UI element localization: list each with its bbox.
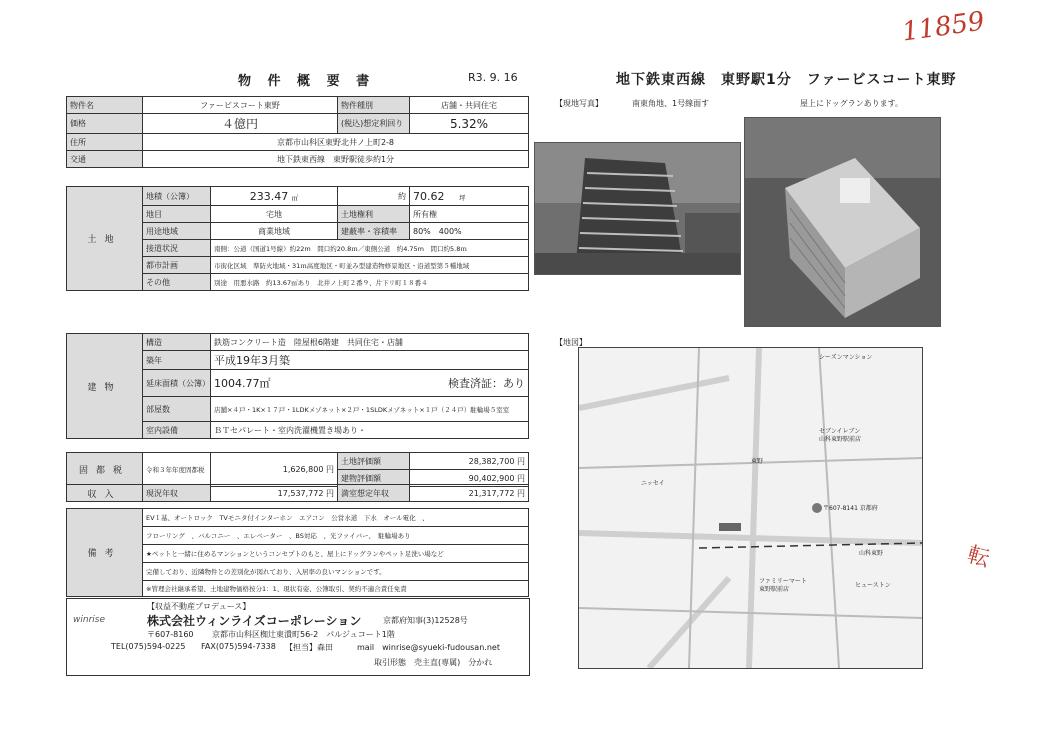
income-table bbox=[66, 484, 529, 502]
map-poi-3: 山科東野駅前店 bbox=[819, 436, 862, 443]
land-area-label: 地積（公簿） bbox=[143, 187, 211, 206]
equipment-label: 室内設備 bbox=[143, 422, 211, 439]
land-section-label: 土地 bbox=[67, 187, 143, 291]
overview-table bbox=[66, 96, 529, 168]
land-area-m2: 233.47 bbox=[249, 189, 289, 203]
other-label: その他 bbox=[143, 274, 211, 291]
tax-table bbox=[66, 452, 529, 487]
current-income-label: 現況年収 bbox=[143, 485, 211, 502]
rights-value: 所有権 bbox=[410, 206, 529, 223]
category-label: 地目 bbox=[143, 206, 211, 223]
income-section-label: 収入 bbox=[67, 485, 143, 502]
photo-caption-1: 南東角地、1号線面す bbox=[632, 99, 710, 108]
rights-label: 土地権利 bbox=[338, 206, 410, 223]
notes-table bbox=[66, 508, 529, 597]
road-label: 接道状況 bbox=[143, 240, 211, 257]
address-label: 住所 bbox=[67, 134, 143, 151]
building-photo bbox=[534, 142, 741, 275]
tax-yen: 円 bbox=[326, 465, 334, 474]
building-section-label: 建物 bbox=[67, 334, 143, 439]
inspection-value: 検査済証：あり bbox=[448, 377, 525, 390]
yield-value: 5.32% bbox=[410, 114, 529, 134]
rooms-label: 部屋数 bbox=[143, 397, 211, 422]
other-value: 別途 用悪水路 約13.67㎡あり 北井ノ上町２番９、片下リ町１８番４ bbox=[211, 274, 529, 291]
structure-label: 構造 bbox=[143, 334, 211, 351]
price-value: ４億円 bbox=[143, 114, 338, 134]
aerial-photo-image bbox=[745, 118, 940, 326]
map-poi-9: ヒューストン bbox=[855, 582, 891, 589]
current-income-yen: 円 bbox=[326, 488, 334, 498]
handwritten-number: 11859 bbox=[900, 6, 987, 48]
property-name: ファービスコート東野 bbox=[143, 97, 338, 114]
map-poi-5: 〒607-8141 京都府 bbox=[823, 505, 878, 512]
built-label: 築年 bbox=[143, 351, 211, 370]
floor-label: 延床面積（公簿） bbox=[143, 370, 211, 397]
sheet-title: 物 件 概 要 書 bbox=[238, 74, 376, 89]
company-mail: mail winrise@syueki-fudousan.net bbox=[357, 643, 500, 652]
name-label: 物件名 bbox=[67, 97, 143, 114]
map-label: 【地図】 bbox=[555, 338, 587, 347]
equipment-value: ＢＴセパレート・室内洗濯機置き場あり・ bbox=[211, 422, 529, 439]
type-label: 物件種別 bbox=[338, 97, 410, 114]
rooms-value: 店舗×４戸・1K×１７戸・1LDKメゾネット×２戸・1SLDKメゾネット×１戸（２４戸）駐輪場５室室 bbox=[211, 397, 529, 422]
map-poi-7: 東野駅前店 bbox=[759, 586, 790, 593]
map-poi-6: ファミリーマート bbox=[759, 578, 807, 585]
company-block bbox=[66, 598, 530, 676]
aerial-photo bbox=[744, 117, 941, 327]
structure-value: 鉄筋コンクリート造 陸屋根6階建 共同住宅・店舗 bbox=[211, 334, 529, 351]
ratio-value: 80% 400% bbox=[410, 223, 529, 240]
notes-line-1: EV１基、オートロック TVモニタ付インターホン エアコン 公営水道 下水 オール電化 、 bbox=[143, 509, 529, 527]
current-income-value: 17,537,772 bbox=[277, 488, 324, 498]
bldg-eval-value: 90,402,900 bbox=[468, 473, 515, 483]
traffic-label: 交通 bbox=[67, 151, 143, 168]
company-fax: FAX(075)594-7338 bbox=[201, 642, 276, 651]
plan-value: 市街化区域 準防火地域・31ｍ高度地区・町並み型建造物修景地区・沿道型第５種地域 bbox=[211, 257, 529, 274]
land-table bbox=[66, 186, 529, 291]
building-table bbox=[66, 333, 529, 439]
notes-line-5: ※管理会社継承希望、土地建物価格按分1：1、現状有姿、公簿取引、契約不適合責任免責 bbox=[143, 581, 529, 597]
notes-line-4: 完備しており、近隣物件との差別化が図れており、入居率の良いマンションです。 bbox=[143, 563, 529, 581]
right-title: 地下鉄東西線 東野駅1分 ファービスコート東野 bbox=[616, 72, 957, 88]
notes-line-3: ★ペットと一緒に住めるマンションというコンセプトのもと、屋上にドッグランやペット足洗い場など bbox=[143, 545, 529, 563]
land-area-tsubo: 70.62 bbox=[413, 190, 445, 203]
property-type: 店舗・共同住宅 bbox=[410, 97, 529, 114]
built-value: 平成19年3月築 bbox=[211, 351, 529, 370]
location-map bbox=[578, 347, 923, 669]
handwritten-mark: 転 bbox=[964, 542, 993, 573]
company-logo: winrise bbox=[73, 615, 105, 625]
address-value: 京都市山科区東野北井ノ上町2-8 bbox=[143, 134, 529, 151]
map-poi-8: ニッセイ bbox=[641, 480, 665, 487]
tax-year-label: 令和３年年度固都税 bbox=[143, 453, 211, 487]
map-poi-1: シーズンマンション bbox=[819, 354, 873, 361]
tax-included-label: (税込) bbox=[341, 119, 364, 128]
company-deal: 取引形態 売主直(専属) 分かれ bbox=[374, 658, 493, 667]
floor-value: 1004.77㎡ bbox=[214, 377, 271, 390]
map-poi-4: 東野 bbox=[751, 458, 764, 465]
notes-line-2: フローリング 、バルコニー 、エレベーター 、BS対応 、光ファイバー、 駐輪場あり bbox=[143, 527, 529, 545]
price-label: 価格 bbox=[67, 114, 143, 134]
zoning-value: 商業地域 bbox=[211, 223, 338, 240]
notes-section-label: 備考 bbox=[67, 509, 143, 597]
land-eval-value: 28,382,700 bbox=[468, 456, 515, 466]
road-value: 南側：公道（国道1号線）約22m 間口約20.8ｍ／東側公道 約4.75m 間口約5.8ｍ bbox=[211, 240, 529, 257]
company-tag: 【収益不動産プロデュース】 bbox=[147, 602, 251, 611]
land-eval-label: 土地評価額 bbox=[338, 453, 410, 470]
bldg-eval-label: 建物評価額 bbox=[338, 470, 410, 487]
company-name: 株式会社ウィンライズコーポレーション bbox=[147, 614, 362, 628]
tax-section-label: 固都税 bbox=[67, 453, 143, 487]
m2-unit: ㎡ bbox=[291, 193, 299, 202]
company-zip: 〒607-8160 bbox=[147, 630, 194, 639]
company-staff: 【担当】森田 bbox=[285, 643, 333, 652]
photo-caption-2: 屋上にドッグランあります。 bbox=[800, 99, 904, 108]
photo-label: 【現地写真】 bbox=[555, 99, 603, 108]
company-tel: TEL(075)594-0225 bbox=[111, 642, 186, 651]
tax-amount: 1,626,800 bbox=[282, 465, 324, 474]
map-poi-2: セブンイレブン bbox=[819, 428, 861, 435]
ratio-label: 建蔽率・容積率 bbox=[338, 223, 410, 240]
full-income-yen: 円 bbox=[517, 488, 525, 498]
category-value: 宅地 bbox=[211, 206, 338, 223]
company-address: 京都市山科区椥辻東潰町56-2 パルジュコート1階 bbox=[212, 630, 395, 639]
zoning-label: 用途地域 bbox=[143, 223, 211, 240]
bldg-eval-yen: 円 bbox=[517, 473, 525, 483]
full-income-value: 21,317,772 bbox=[468, 488, 515, 498]
company-license: 京都府知事(3)12528号 bbox=[383, 616, 468, 625]
map-poi-10: 山科東野 bbox=[859, 550, 884, 557]
land-eval-yen: 円 bbox=[517, 456, 525, 466]
full-income-label: 満室想定年収 bbox=[338, 485, 410, 502]
sheet-date: R3. 9. 16 bbox=[468, 71, 518, 84]
tsubo-unit: 坪 bbox=[459, 194, 466, 202]
traffic-value: 地下鉄東西線 東野駅徒歩約1分 bbox=[143, 151, 529, 168]
yield-label: 想定利回り bbox=[363, 119, 404, 128]
plan-label: 都市計画 bbox=[143, 257, 211, 274]
approx-label: 約 bbox=[338, 187, 410, 206]
building-photo-image bbox=[535, 143, 740, 274]
